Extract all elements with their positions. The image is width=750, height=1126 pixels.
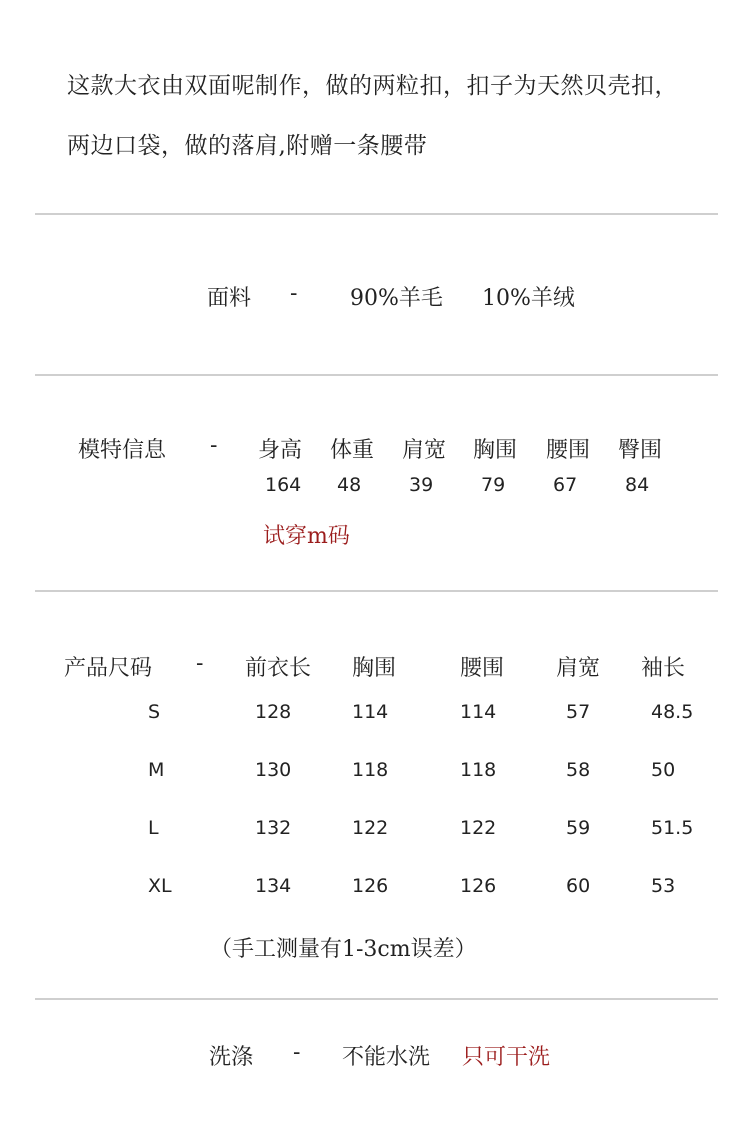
model-header-waist: 腰围 — [546, 438, 591, 463]
fabric-dash: - — [290, 281, 298, 306]
model-value-height: 164 — [265, 474, 302, 496]
size-cell: 126 — [460, 875, 497, 897]
washing-dry-clean-only: 只可干洗 — [462, 1045, 551, 1070]
size-cell: 118 — [352, 759, 389, 781]
size-cell: 51.5 — [651, 817, 694, 839]
size-cell: 130 — [255, 759, 292, 781]
size-header-shoulder: 肩宽 — [556, 656, 601, 681]
size-cell: 122 — [460, 817, 497, 839]
fabric-label: 面料 — [207, 286, 252, 311]
size-cell: 53 — [651, 875, 676, 897]
divider — [35, 213, 718, 215]
size-header-sleeve: 袖长 — [641, 656, 686, 681]
model-value-waist: 67 — [553, 474, 578, 496]
divider — [35, 374, 718, 376]
size-row-label: S — [148, 701, 161, 723]
fabric-cashmere: 10%羊绒 — [482, 286, 575, 311]
model-value-shoulder: 39 — [409, 474, 434, 496]
size-cell: 48.5 — [651, 701, 694, 723]
washing-label: 洗涤 — [209, 1045, 254, 1070]
size-cell: 114 — [352, 701, 389, 723]
size-chart-dash: - — [196, 651, 204, 676]
size-cell: 114 — [460, 701, 497, 723]
model-header-hip: 臀围 — [618, 438, 663, 463]
model-info-label: 模特信息 — [78, 438, 167, 463]
size-cell: 126 — [352, 875, 389, 897]
model-size-note: 试穿m码 — [263, 524, 350, 549]
size-cell: 122 — [352, 817, 389, 839]
size-cell: 132 — [255, 817, 292, 839]
description-line-1: 这款大衣由双面呢制作，做的两粒扣，扣子为天然贝壳扣， — [67, 73, 678, 99]
size-cell: 128 — [255, 701, 292, 723]
model-value-hip: 84 — [625, 474, 650, 496]
divider — [35, 590, 718, 592]
divider — [35, 998, 718, 1000]
size-cell: 118 — [460, 759, 497, 781]
size-row-label: L — [148, 817, 159, 839]
model-header-bust: 胸围 — [473, 438, 518, 463]
washing-dash: - — [293, 1040, 301, 1065]
size-row-label: XL — [148, 875, 172, 897]
size-cell: 50 — [651, 759, 676, 781]
size-header-bust: 胸围 — [352, 656, 397, 681]
description-line-2: 两边口袋，做的落肩,附赠一条腰带 — [67, 133, 428, 159]
size-cell: 58 — [566, 759, 591, 781]
model-value-weight: 48 — [337, 474, 362, 496]
size-row-label: M — [148, 759, 165, 781]
model-header-shoulder: 肩宽 — [402, 438, 447, 463]
model-value-bust: 79 — [481, 474, 506, 496]
model-header-weight: 体重 — [330, 438, 375, 463]
measurement-note: （手工测量有1-3cm误差） — [210, 937, 477, 962]
washing-no-water-wash: 不能水洗 — [342, 1045, 431, 1070]
size-cell: 134 — [255, 875, 292, 897]
size-header-front-length: 前衣长 — [245, 656, 312, 681]
size-cell: 57 — [566, 701, 591, 723]
size-chart-label: 产品尺码 — [64, 656, 153, 681]
fabric-wool: 90%羊毛 — [350, 286, 443, 311]
model-info-dash: - — [210, 433, 218, 458]
model-header-height: 身高 — [258, 438, 303, 463]
size-cell: 59 — [566, 817, 591, 839]
size-header-waist: 腰围 — [460, 656, 505, 681]
size-cell: 60 — [566, 875, 591, 897]
